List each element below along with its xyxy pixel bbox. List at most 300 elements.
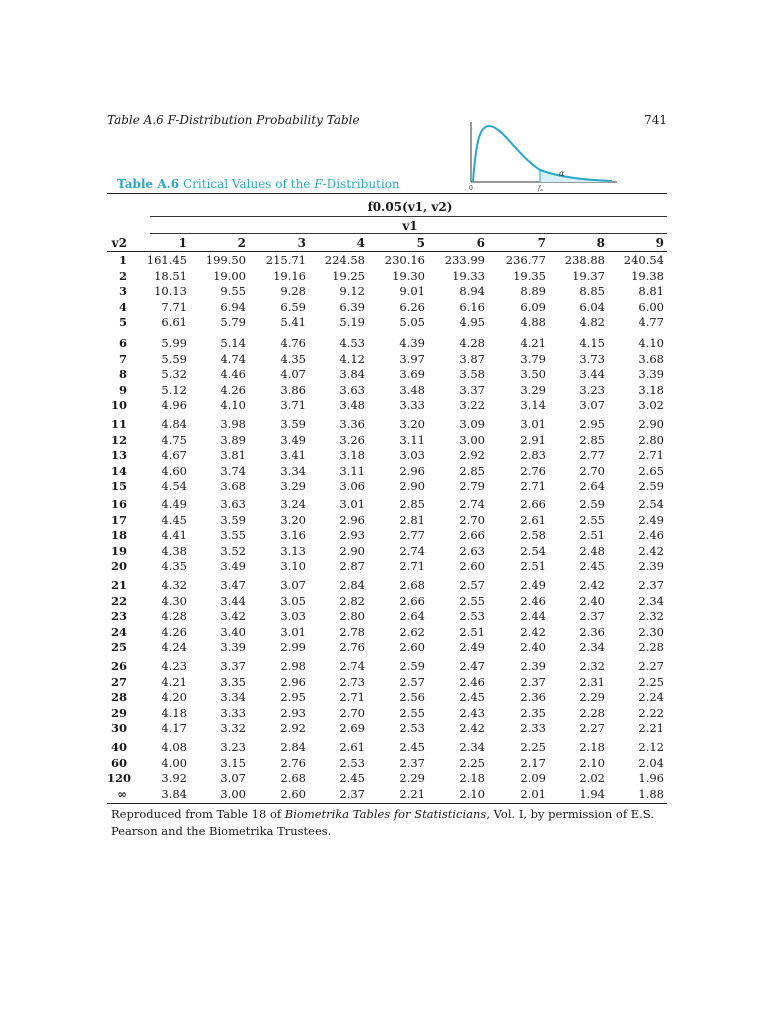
table-cell: 4.49	[161, 497, 187, 511]
table-cell: 3.29	[520, 382, 546, 397]
table-cell: 2.36	[579, 624, 605, 639]
table-cell: 5.12	[161, 382, 187, 397]
table-cell: 2.37	[520, 674, 546, 689]
table-cell: 2.28	[638, 640, 664, 654]
super-header-rule	[150, 216, 667, 217]
table-row	[107, 433, 667, 449]
table-cell: 3.20	[399, 417, 425, 431]
table-row	[107, 269, 667, 285]
page-number: 741	[644, 113, 667, 127]
row-label-v2: 13	[110, 448, 127, 462]
table-cell: 2.76	[280, 755, 306, 770]
table-cell: 5.79	[220, 315, 246, 329]
table-cell: 2.70	[579, 463, 605, 478]
footnote	[111, 806, 666, 840]
table-cell: 19.16	[273, 268, 306, 283]
row-label-v2: 21	[110, 578, 127, 592]
footnote-part1: Reproduced from Table 18 of	[111, 807, 285, 821]
table-cell: 18.51	[154, 268, 187, 283]
table-cell: 3.37	[459, 382, 485, 397]
table-cell: 3.35	[220, 674, 246, 689]
running-head-title: Table A.6 F-Distribution Probability Table	[107, 113, 360, 127]
table-row	[107, 448, 667, 464]
table-cell: 3.23	[220, 740, 246, 754]
v2-header: v2	[111, 236, 127, 250]
table-cell: 9.55	[220, 284, 246, 298]
table-cell: 4.17	[161, 721, 187, 735]
table-cell: 2.51	[579, 528, 605, 542]
table-cell: 2.34	[459, 740, 485, 754]
table-cell: 2.92	[280, 721, 306, 735]
table-cell: 2.99	[280, 640, 306, 654]
table-cell: 2.96	[399, 463, 425, 478]
table-cell: 240.54	[623, 253, 664, 267]
figure-alpha-label: α	[559, 169, 565, 178]
table-cell: 3.50	[520, 367, 546, 381]
table-cell: 3.32	[220, 721, 246, 735]
table-cell: 2.95	[579, 417, 605, 431]
table-cell: 2.79	[459, 479, 485, 493]
table-cell: 19.35	[513, 268, 546, 283]
table-cell: 8.94	[459, 284, 485, 298]
table-cell: 3.24	[280, 497, 306, 511]
table-cell: 2.01	[520, 786, 546, 801]
table-cell: 19.25	[332, 268, 365, 283]
table-row	[107, 740, 667, 756]
table-row	[107, 253, 667, 269]
table-cell: 4.84	[161, 417, 187, 431]
table-cell: 2.80	[638, 432, 664, 447]
table-cell: 2.18	[459, 771, 485, 785]
row-label-v2: 18	[110, 528, 127, 542]
table-cell: 3.73	[579, 351, 605, 366]
caption-label: Table A.6	[117, 177, 180, 191]
table-cell: 5.19	[339, 315, 365, 329]
table-row	[107, 479, 667, 495]
table-cell: 199.50	[205, 253, 246, 267]
table-cell: 2.25	[459, 755, 485, 770]
table-cell: 2.93	[339, 528, 365, 542]
table-top-rule	[107, 193, 667, 194]
table-row	[107, 609, 667, 625]
table-cell: 3.11	[339, 463, 365, 478]
table-cell: 3.49	[280, 432, 306, 447]
table-cell: 2.34	[579, 640, 605, 654]
table-cell: 3.58	[459, 367, 485, 381]
table-cell: 2.47	[459, 659, 485, 673]
table-cell: 2.95	[280, 690, 306, 704]
table-cell: 2.49	[459, 640, 485, 654]
table-cell: 5.32	[161, 367, 187, 381]
row-label-v2: 120	[107, 771, 132, 785]
table-cell: 5.59	[161, 351, 187, 366]
table-caption	[117, 177, 400, 191]
table-cell: 3.42	[220, 609, 246, 623]
table-cell: 2.33	[520, 721, 546, 735]
table-row	[107, 787, 667, 803]
table-cell: 3.07	[579, 398, 605, 412]
table-cell: 3.18	[638, 382, 664, 397]
column-header: 2	[237, 236, 246, 250]
table-cell: 2.45	[399, 740, 425, 754]
table-cell: 4.24	[161, 640, 187, 654]
table-cell: 19.00	[213, 268, 246, 283]
row-label-v2: 25	[110, 640, 127, 654]
table-cell: 3.15	[220, 755, 246, 770]
table-cell: 2.48	[579, 543, 605, 558]
table-cell: 5.41	[280, 315, 306, 329]
table-super-header: f0.05(v1, v2)	[367, 200, 453, 214]
table-cell: 2.17	[520, 755, 546, 770]
row-label-v2: 10	[110, 398, 127, 412]
table-cell: 4.23	[161, 659, 187, 673]
table-cell: 2.71	[520, 479, 546, 493]
table-cell: 2.65	[638, 463, 664, 478]
table-cell: 2.40	[520, 640, 546, 654]
table-cell: 2.31	[579, 674, 605, 689]
table-cell: 3.68	[638, 351, 664, 366]
table-cell: 3.47	[220, 578, 246, 592]
table-cell: 2.18	[579, 740, 605, 754]
table-cell: 3.37	[220, 659, 246, 673]
table-cell: 6.09	[520, 299, 546, 314]
column-header: 3	[297, 236, 306, 250]
table-cell: 6.00	[638, 299, 664, 314]
table-cell: 3.69	[399, 367, 425, 381]
table-cell: 2.87	[339, 559, 365, 573]
table-cell: 2.90	[399, 479, 425, 493]
table-cell: 3.03	[399, 448, 425, 462]
table-cell: 2.53	[459, 609, 485, 623]
row-label-v2: 17	[110, 512, 127, 527]
table-cell: 3.01	[339, 497, 365, 511]
table-row	[107, 300, 667, 316]
table-cell: 3.79	[520, 351, 546, 366]
table-cell: 5.99	[161, 336, 187, 350]
row-label-v2: 60	[110, 755, 127, 770]
table-cell: 4.12	[339, 351, 365, 366]
table-cell: 3.16	[280, 528, 306, 542]
table-cell: 2.77	[579, 448, 605, 462]
table-cell: 2.25	[520, 740, 546, 754]
table-cell: 2.64	[399, 609, 425, 623]
table-cell: 2.36	[520, 690, 546, 704]
table-cell: 2.29	[399, 771, 425, 785]
column-header: 4	[356, 236, 365, 250]
table-cell: 2.32	[579, 659, 605, 673]
row-label-v2: 4	[118, 299, 127, 314]
table-cell: 2.42	[638, 543, 664, 558]
table-cell: 2.34	[638, 593, 664, 608]
table-cell: 4.39	[399, 336, 425, 350]
table-cell: 9.01	[399, 284, 425, 298]
table-cell: 4.77	[638, 315, 664, 329]
table-cell: 3.98	[220, 417, 246, 431]
table-cell: 2.91	[520, 432, 546, 447]
column-header: 6	[476, 236, 485, 250]
row-label-v2: 23	[110, 609, 127, 623]
table-cell: 4.74	[220, 351, 246, 366]
table-cell: 3.59	[220, 512, 246, 527]
table-cell: 2.76	[520, 463, 546, 478]
table-cell: 3.74	[220, 463, 246, 478]
table-row	[107, 417, 667, 433]
column-header: 1	[178, 236, 187, 250]
table-cell: 4.21	[520, 336, 546, 350]
table-row	[107, 625, 667, 641]
table-cell: 2.60	[399, 640, 425, 654]
row-label-v2: 26	[110, 659, 127, 673]
table-cell: 230.16	[384, 253, 425, 267]
table-cell: 2.25	[638, 674, 664, 689]
table-cell: 3.01	[520, 417, 546, 431]
table-cell: 2.09	[520, 771, 546, 785]
column-header: 7	[537, 236, 546, 250]
table-cell: 4.00	[161, 755, 187, 770]
table-cell: 3.52	[220, 543, 246, 558]
column-header: 9	[655, 236, 664, 250]
table-cell: 4.26	[161, 624, 187, 639]
table-cell: 2.51	[520, 559, 546, 573]
figure-f-sub: α	[540, 187, 543, 192]
table-cell: 4.15	[579, 336, 605, 350]
table-cell: 3.07	[280, 578, 306, 592]
table-cell: 5.14	[220, 336, 246, 350]
table-row	[107, 675, 667, 691]
row-label-v2: 16	[110, 497, 127, 511]
table-cell: 4.67	[161, 448, 187, 462]
table-cell: 2.71	[399, 559, 425, 573]
table-cell: 2.10	[579, 755, 605, 770]
table-row	[107, 315, 667, 331]
table-cell: 2.49	[638, 512, 664, 527]
table-cell: 2.90	[638, 417, 664, 431]
table-cell: 3.87	[459, 351, 485, 366]
table-cell: 5.05	[399, 315, 425, 329]
table-cell: 2.71	[339, 690, 365, 704]
table-cell: 1.96	[638, 771, 664, 785]
table-cell: 2.98	[280, 659, 306, 673]
table-cell: 2.46	[638, 528, 664, 542]
table-row	[107, 706, 667, 722]
table-cell: 4.41	[161, 528, 187, 542]
table-cell: 2.42	[520, 624, 546, 639]
table-cell: 4.60	[161, 463, 187, 478]
table-cell: 3.63	[220, 497, 246, 511]
table-cell: 9.28	[280, 284, 306, 298]
table-row	[107, 640, 667, 656]
table-cell: 6.59	[280, 299, 306, 314]
table-cell: 3.18	[339, 448, 365, 462]
table-cell: 4.54	[161, 479, 187, 493]
table-cell: 2.74	[459, 497, 485, 511]
table-row	[107, 659, 667, 675]
table-cell: 2.81	[399, 512, 425, 527]
table-cell: 2.37	[638, 578, 664, 592]
table-cell: 2.57	[459, 578, 485, 592]
table-cell: 2.84	[280, 740, 306, 754]
caption-text-after: -Distribution	[322, 177, 400, 191]
table-cell: 3.26	[339, 432, 365, 447]
f-distribution-figure	[462, 120, 622, 195]
table-row	[107, 352, 667, 368]
table-cell: 2.62	[399, 624, 425, 639]
table-cell: 2.12	[638, 740, 664, 754]
table-cell: 3.34	[280, 463, 306, 478]
table-cell: 2.46	[520, 593, 546, 608]
table-cell: 3.14	[520, 398, 546, 412]
row-label-v2: 30	[110, 721, 127, 735]
table-row	[107, 464, 667, 480]
table-cell: 3.71	[280, 398, 306, 412]
table-cell: 2.37	[579, 609, 605, 623]
table-cell: 2.66	[399, 593, 425, 608]
table-cell: 2.37	[399, 755, 425, 770]
table-cell: 2.70	[459, 512, 485, 527]
table-cell: 215.71	[265, 253, 306, 267]
caption-f-letter: F	[314, 177, 323, 191]
table-cell: 3.00	[459, 432, 485, 447]
table-cell: 3.89	[220, 432, 246, 447]
table-cell: 3.39	[638, 367, 664, 381]
table-cell: 3.05	[280, 593, 306, 608]
table-cell: 10.13	[154, 284, 187, 298]
figure-f-letter: f	[538, 185, 541, 192]
table-cell: 224.58	[324, 253, 365, 267]
table-cell: 3.97	[399, 351, 425, 366]
table-cell: 2.68	[399, 578, 425, 592]
table-cell: 2.42	[459, 721, 485, 735]
row-label-v2: 20	[110, 559, 127, 573]
row-label-v2: 29	[110, 705, 127, 720]
table-cell: 3.13	[280, 543, 306, 558]
table-cell: 3.63	[339, 382, 365, 397]
table-cell: 2.59	[399, 659, 425, 673]
row-label-v2: 15	[110, 479, 127, 493]
table-row	[107, 383, 667, 399]
table-cell: 3.23	[579, 382, 605, 397]
table-cell: 2.59	[579, 497, 605, 511]
table-cell: 8.81	[638, 284, 664, 298]
column-header: 8	[596, 236, 605, 250]
table-cell: 19.30	[392, 268, 425, 283]
table-cell: 2.58	[520, 528, 546, 542]
table-cell: 2.40	[579, 593, 605, 608]
table-row	[107, 756, 667, 772]
table-cell: 2.59	[638, 479, 664, 493]
table-cell: 2.56	[399, 690, 425, 704]
table-cell: 2.96	[339, 512, 365, 527]
table-cell: 2.22	[638, 705, 664, 720]
table-bottom-rule	[107, 803, 667, 804]
table-row	[107, 336, 667, 352]
row-label-v2: 11	[110, 417, 127, 431]
row-label-v2: 3	[118, 284, 127, 298]
table-cell: 2.68	[280, 771, 306, 785]
table-cell: 4.28	[161, 609, 187, 623]
table-cell: 238.88	[564, 253, 605, 267]
table-cell: 4.26	[220, 382, 246, 397]
table-cell: 2.53	[399, 721, 425, 735]
table-cell: 4.10	[638, 336, 664, 350]
table-cell: 3.86	[280, 382, 306, 397]
table-cell: 4.45	[161, 512, 187, 527]
table-cell: 2.49	[520, 578, 546, 592]
table-cell: 4.46	[220, 367, 246, 381]
row-label-v2: 6	[118, 336, 127, 350]
table-cell: 2.85	[459, 463, 485, 478]
table-cell: 2.60	[459, 559, 485, 573]
table-cell: 3.55	[220, 528, 246, 542]
table-cell: 2.78	[339, 624, 365, 639]
table-cell: 3.84	[339, 367, 365, 381]
table-cell: 3.07	[220, 771, 246, 785]
table-cell: 4.32	[161, 578, 187, 592]
table-cell: 2.35	[520, 705, 546, 720]
table-cell: 4.10	[220, 398, 246, 412]
table-cell: 3.20	[280, 512, 306, 527]
table-cell: 3.44	[220, 593, 246, 608]
table-cell: 2.53	[339, 755, 365, 770]
table-cell: 6.94	[220, 299, 246, 314]
table-cell: 4.30	[161, 593, 187, 608]
table-cell: 2.92	[459, 448, 485, 462]
table-row	[107, 578, 667, 594]
table-cell: 2.84	[339, 578, 365, 592]
table-cell: 4.35	[161, 559, 187, 573]
table-cell: 8.89	[520, 284, 546, 298]
table-cell: 4.20	[161, 690, 187, 704]
table-cell: 2.54	[520, 543, 546, 558]
table-cell: 4.35	[280, 351, 306, 366]
table-cell: 3.92	[161, 771, 187, 785]
figure-f-label	[537, 185, 543, 192]
row-label-v2: 19	[110, 543, 127, 558]
table-cell: 2.93	[280, 705, 306, 720]
table-cell: 2.61	[520, 512, 546, 527]
table-row	[107, 594, 667, 610]
table-cell: 2.71	[638, 448, 664, 462]
table-cell: 2.30	[638, 624, 664, 639]
table-cell: 2.42	[579, 578, 605, 592]
table-cell: 2.28	[579, 705, 605, 720]
footnote-part2: , Vol. I, by permission of E.S. Pearson and the Biometrika Trustees.	[111, 807, 654, 838]
table-cell: 161.45	[146, 253, 187, 267]
table-cell: 3.22	[459, 398, 485, 412]
table-cell: 7.71	[161, 299, 187, 314]
table-cell: 2.32	[638, 609, 664, 623]
table-cell: 2.21	[638, 721, 664, 735]
row-label-v2: ∞	[117, 786, 127, 801]
row-label-v2: 14	[110, 463, 127, 478]
row-label-v2: 12	[110, 432, 127, 447]
table-cell: 3.10	[280, 559, 306, 573]
table-cell: 2.24	[638, 690, 664, 704]
table-cell: 2.27	[579, 721, 605, 735]
table-row	[107, 690, 667, 706]
table-cell: 2.80	[339, 609, 365, 623]
table-cell: 2.85	[579, 432, 605, 447]
table-cell: 19.38	[631, 268, 664, 283]
table-cell: 6.39	[339, 299, 365, 314]
table-cell: 3.59	[280, 417, 306, 431]
v1-header-rule	[150, 233, 667, 234]
table-cell: 6.04	[579, 299, 605, 314]
table-cell: 4.88	[520, 315, 546, 329]
table-cell: 2.29	[579, 690, 605, 704]
table-row	[107, 497, 667, 513]
table-cell: 236.77	[505, 253, 546, 267]
